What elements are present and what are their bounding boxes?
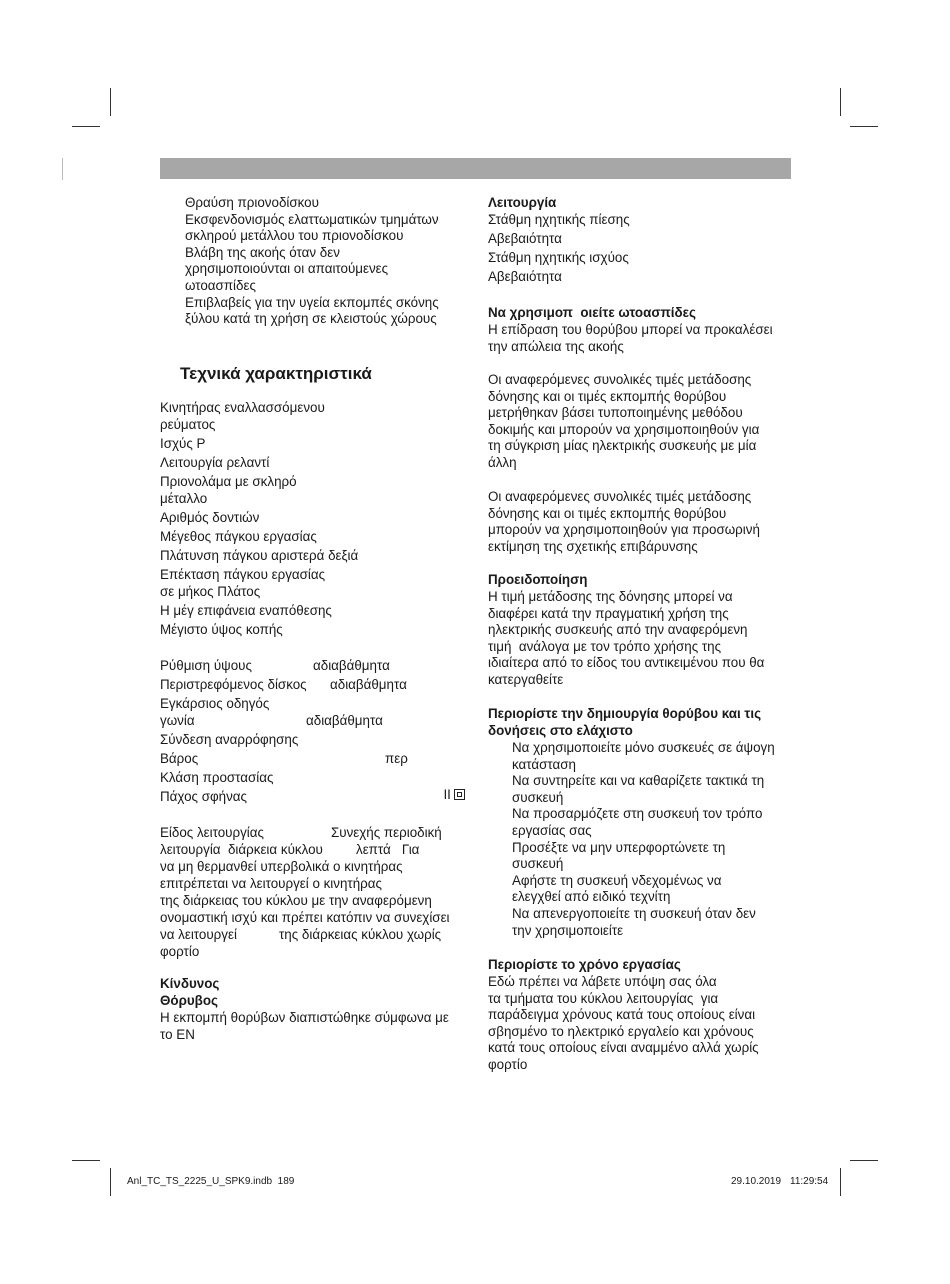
header-bar: [160, 158, 791, 179]
noise-value-line: Αβεβαιότητα: [488, 231, 562, 246]
operation-line: επιτρέπεται να λειτουργεί ο κινητήρας: [160, 876, 382, 891]
crop-mark: [110, 1168, 111, 1196]
operation-line: να μη θερμανθεί υπερβολικά ο κινητήρας: [160, 859, 403, 874]
list-item: Να απενεργοποιείτε τη συσκευή όταν δεν: [512, 905, 756, 921]
adjust-value: αδιαβάθμητα: [313, 658, 390, 673]
noise-value-line: Στάθμη ηχητικής ισχύος: [488, 250, 629, 265]
noise-text: Η εκπομπή θορύβων διαπιστώθηκε σύμφωνα με: [160, 1010, 449, 1025]
warning-heading: Προειδοποίηση: [488, 572, 588, 587]
paragraph-line: φορτίο: [488, 1056, 528, 1072]
crop-mark: [72, 1160, 100, 1161]
ear-protection-text: Η επίδραση του θορύβου μπορεί να προκαλέσει: [488, 322, 773, 337]
paragraph-line: σβησμένο το ηλεκτρικό εργαλείο και χρόνους: [488, 1023, 754, 1039]
paragraph-line: κατεργαθείτε: [488, 671, 564, 687]
risk-line: Θραύση πριονοδίσκου: [185, 195, 319, 210]
crop-mark: [72, 126, 100, 127]
paragraph-line: δοκιμής και μπορούν να χρησιμοποιηθούν για: [488, 421, 760, 437]
list-item: την χρησιμοποιείτε: [512, 922, 624, 938]
noise-text: το EN: [160, 1027, 195, 1042]
spec-line: Πριονολάμα με σκληρό: [160, 474, 297, 489]
noise-value-line: Αβεβαιότητα: [488, 269, 562, 284]
paragraph-line: Οι αναφερόμενες συνολικές τιμές μετάδοσης: [488, 489, 752, 504]
adjust-label: Εγκάρσιος οδηγός: [160, 696, 270, 711]
spec-line: Η μέγ επιφάνεια εναπόθεσης: [160, 603, 332, 618]
list-item: Να συντηρείτε και να καθαρίζετε τακτικά τη: [512, 773, 765, 789]
risk-line: Βλάβη της ακοής όταν δεν: [185, 244, 340, 260]
spec-line: Επέκταση πάγκου εργασίας: [160, 567, 326, 582]
ear-protection-text: την απώλεια της ακοής: [488, 339, 624, 354]
protection-class: [436, 770, 465, 803]
spec-line: μέταλλο: [160, 491, 208, 506]
operation-line: της διάρκειας του κύκλου με την αναφερόμενη: [160, 893, 432, 908]
footer-filename: Anl_TC_TS_2225_U_SPK9.indb 189: [127, 1176, 295, 1187]
paragraph-line: τιμή ανάλογα με τον τρόπο χρήσης της: [488, 638, 722, 654]
list-item: συσκευή: [512, 789, 564, 805]
spec-line: Πλάτυνση πάγκου αριστερά δεξιά: [160, 548, 359, 563]
adjust-value: περ: [385, 751, 408, 766]
operation-line: Είδος λειτουργίας: [160, 825, 264, 840]
adjust-value: II: [443, 786, 451, 802]
double-insulation-icon: [454, 789, 465, 800]
adjust-label: Σύνδεση αναρρόφησης: [160, 732, 299, 747]
list-item: Προσέξτε να μην υπερφορτώνετε τη: [512, 839, 726, 855]
paragraph-line: δόνησης και οι τιμές εκπομπής θορύβου: [488, 505, 727, 521]
paragraph-line: διαφέρει κατά την πραγματική χρήση της: [488, 605, 729, 621]
paragraph-line: μπορούν να χρησιμοποιηθούν για προσωρινή: [488, 522, 760, 538]
operation-line: φορτίο: [160, 944, 200, 959]
list-item: εργασίας σας: [512, 822, 592, 838]
paragraph-line: εκτίμηση της σχετικής επιβάρυνσης: [488, 538, 698, 554]
adjust-label: γωνία: [160, 713, 195, 728]
crop-mark: [850, 126, 878, 127]
operation-line: Συνεχής περιοδική: [331, 825, 442, 840]
paragraph-line: Η τιμή μετάδοσης της δόνησης μπορεί να: [488, 589, 733, 604]
spec-line: Λειτουργία ρελαντί: [160, 455, 270, 470]
operation-line: λεπτά Για: [356, 842, 420, 857]
adjust-label: Πάχος σφήνας: [160, 789, 247, 804]
paragraph-line: άλλη: [488, 454, 517, 470]
paragraph-line: παράδειγμα χρόνους κατά τους οποίους είναι: [488, 1007, 756, 1023]
adjust-value: αδιαβάθμητα: [306, 713, 383, 728]
list-item: κατάσταση: [512, 756, 576, 772]
footer-time: 11:29:54: [790, 1176, 829, 1187]
list-item: συσκευή: [512, 856, 564, 872]
tech-specs-heading: Τεχνικά χαρακτηριστικά: [180, 364, 372, 383]
adjust-label: Κλάση προστασίας: [160, 770, 274, 785]
spec-line: ρεύματος: [160, 417, 216, 432]
risk-list: [185, 195, 439, 328]
spec-line: Μέγιστο ύψος κοπής: [160, 622, 283, 637]
paragraph-line: κατά τους οποίους είναι αναμμένο αλλά χωρίς: [488, 1040, 759, 1056]
risk-line: Εκσφενδονισμός ελαττωματικών τμημάτων: [185, 211, 439, 227]
risk-line: χρησιμοποιούνται οι απαιτούμενες: [185, 261, 389, 277]
limit-list: [512, 740, 775, 939]
crop-mark: [110, 88, 111, 116]
noise-value-line: Στάθμη ηχητικής πίεσης: [488, 212, 630, 227]
risk-line: ξύλου κατά τη χρήση σε κλειστούς χώρους: [185, 311, 437, 327]
crop-mark: [840, 88, 841, 116]
limit-heading: Περιορίστε την δημιουργία θορύβου και τις: [488, 706, 762, 721]
list-item: Αφήστε τη συσκευή νδεχομένως να: [512, 872, 722, 888]
list-item: Να χρησιμοποιείτε μόνο συσκευές σε άψογη: [512, 740, 775, 755]
operation-line: της διάρκειας κύκλου χωρίς: [279, 927, 442, 942]
paragraph-line: ηλεκτρικής συσκευής από την αναφερόμενη: [488, 622, 748, 638]
risk-line: σκληρού μετάλλου του πριονοδίσκου: [185, 228, 404, 244]
paragraph-line: τη σύγκριση μίας ηλεκτρικής συσκευής με μία: [488, 438, 757, 454]
paragraph-line: τα τμήματα του κύκλου λειτουργίας για: [488, 990, 719, 1006]
limit-heading: δονήσεις στο ελάχιστο: [488, 723, 633, 738]
paragraph-line: Εδώ πρέπει να λάβετε υπόψη σας όλα: [488, 974, 717, 989]
noise-heading: Θόρυβος: [160, 993, 218, 1008]
operation-line: ονομαστική ισχύ και πρέπει κατόπιν να συνεχίσει: [160, 910, 450, 925]
work-time-paragraph: [488, 974, 759, 1074]
spec-line: Ισχύς P: [160, 436, 206, 451]
work-time-heading: Περιορίστε το χρόνο εργασίας: [488, 957, 681, 972]
warning-paragraph: [488, 589, 764, 689]
operation-heading: Λειτουργία: [488, 195, 557, 210]
adjust-value: αδιαβάθμητα: [330, 677, 407, 692]
adjust-label: Βάρος: [160, 751, 199, 766]
danger-heading: Κίνδυνος: [160, 976, 220, 991]
paragraph-line: δόνησης και οι τιμές εκπομπής θορύβου: [488, 388, 727, 404]
paragraph-line: ιδιαίτερα από το είδος του αντικειμένου που θα: [488, 655, 765, 671]
spec-line: Κινητήρας εναλλασσόμενου: [160, 400, 325, 415]
adjust-label: Περιστρεφόμενος δίσκος: [160, 677, 307, 692]
vibration-paragraph: [488, 372, 759, 472]
risk-line: ωτοασπίδες: [185, 277, 256, 293]
paragraph-line: Οι αναφερόμενες συνολικές τιμές μετάδοσης: [488, 372, 752, 387]
risk-line: Επιβλαβείς για την υγεία εκπομπές σκόνης: [185, 294, 439, 310]
ear-protection-heading: Να χρησιμοπ οιείτε ωτοασπίδες: [488, 305, 696, 320]
footer-date: 29.10.2019: [731, 1176, 782, 1187]
adjust-label: Ρύθμιση ύψους: [160, 658, 252, 673]
paragraph-line: μετρήθηκαν βάσει τυποποιημένης μεθόδου: [488, 405, 743, 421]
spec-line: Μέγεθος πάγκου εργασίας: [160, 529, 317, 544]
spec-line: Αριθμός δοντιών: [160, 510, 260, 525]
list-item: ελεγχθεί από ειδικό τεχνίτη: [512, 889, 671, 905]
list-item: Να προσαρμόζετε στη συσκευή τον τρόπο: [512, 806, 763, 822]
crop-mark: [62, 158, 63, 180]
crop-mark: [840, 1168, 841, 1196]
operation-line: λειτουργία διάρκεια κύκλου: [160, 842, 323, 857]
crop-mark: [850, 1160, 878, 1161]
estimate-paragraph: [488, 489, 760, 555]
operation-line: να λειτουργεί: [160, 927, 237, 942]
spec-line: σε μήκος Πλάτος: [160, 584, 261, 599]
